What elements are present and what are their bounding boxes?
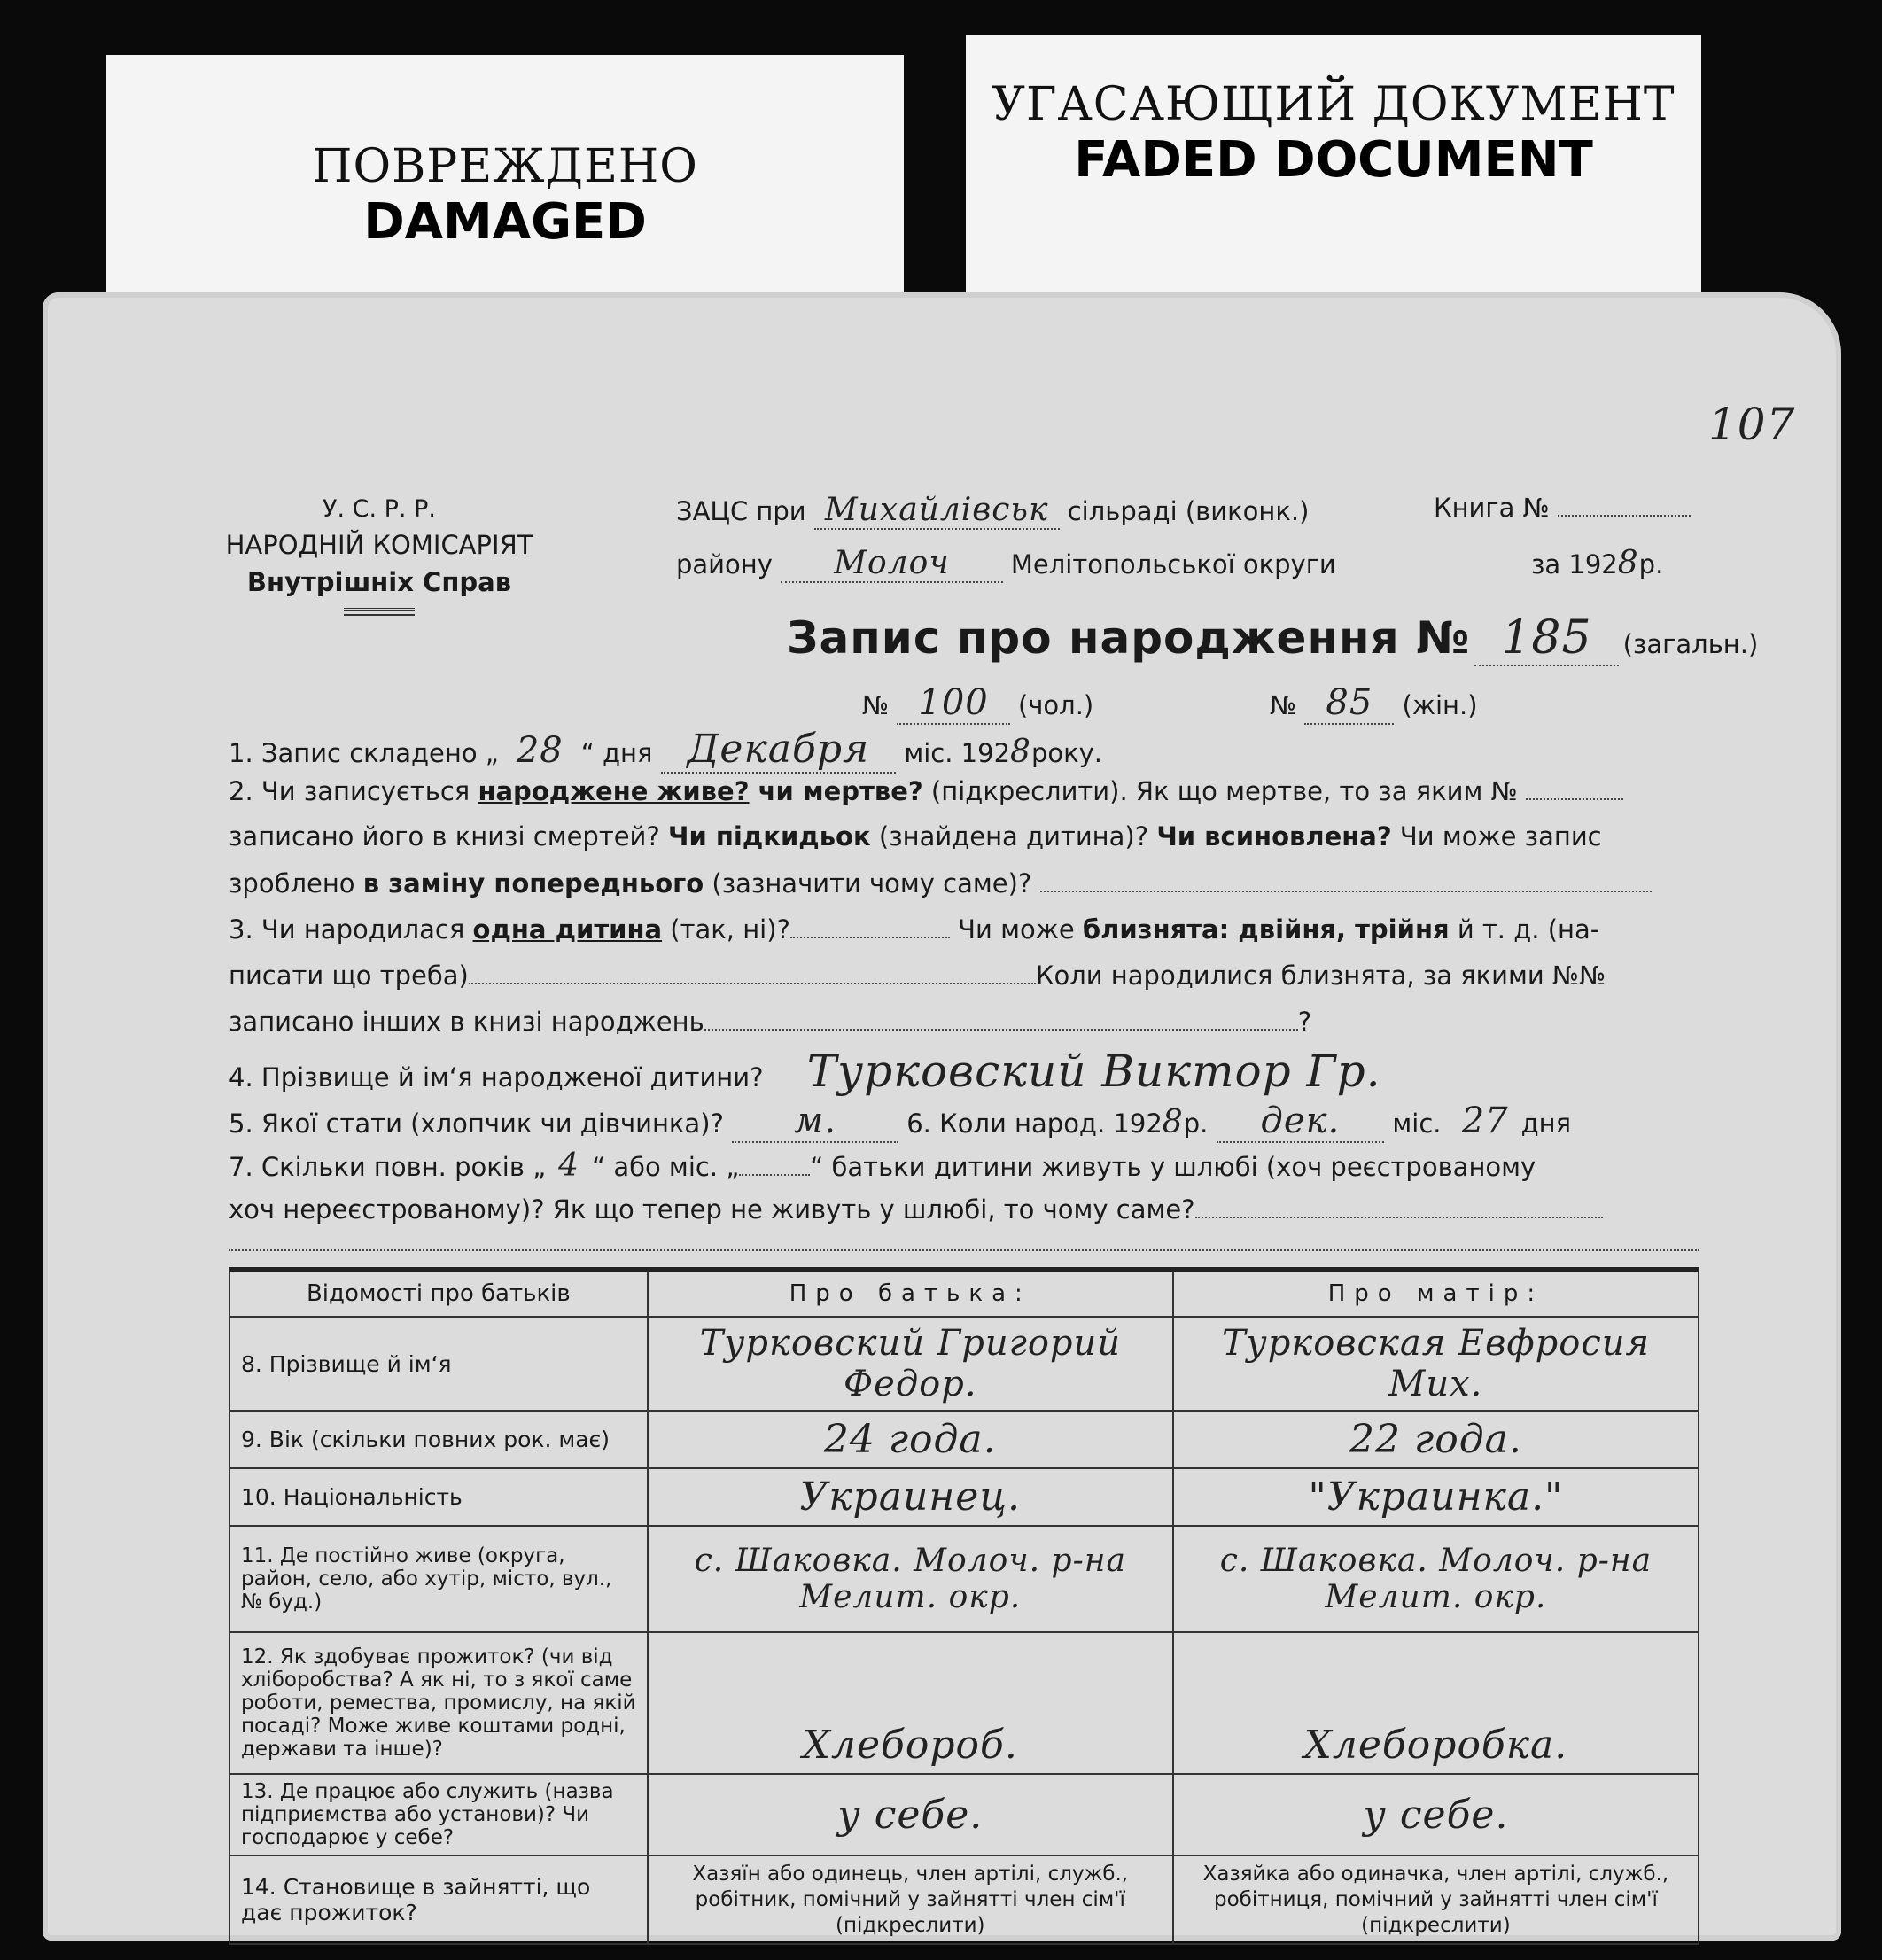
q7-years: 4 bbox=[558, 1147, 580, 1184]
father-workplace: у себе. bbox=[648, 1774, 1173, 1855]
q3-text-l3b: ? bbox=[1297, 1007, 1312, 1037]
question-4 bbox=[229, 1046, 1691, 1097]
question-7-line-2 bbox=[229, 1194, 1691, 1225]
q2-replacement: в заміну попереднього bbox=[362, 868, 704, 898]
damaged-label bbox=[106, 55, 904, 321]
zags-line bbox=[676, 492, 1309, 528]
q6-label: 6. Коли народ. 192 bbox=[906, 1108, 1163, 1139]
table-row bbox=[229, 1774, 1699, 1855]
book-number-blank bbox=[1558, 492, 1691, 517]
q2-text-l2c: (знайдена дитина)? bbox=[870, 821, 1157, 852]
year-prefix: за 192 bbox=[1531, 549, 1618, 579]
father-livelihood: Хлебороб. bbox=[648, 1632, 1173, 1774]
female-number: 85 bbox=[1304, 682, 1394, 725]
q1-suffix: року. bbox=[1030, 738, 1102, 768]
mother-workplace: у себе. bbox=[1173, 1774, 1699, 1855]
row-10-label: 10. Національність bbox=[229, 1468, 648, 1526]
q7-text-b: “ або міс. „ bbox=[592, 1152, 740, 1182]
male-no-sign: № bbox=[862, 690, 890, 720]
parents-table bbox=[229, 1267, 1699, 1945]
q2-text-l3c: (зазначити чому саме)? bbox=[704, 868, 1032, 898]
father-nationality: Украинец. bbox=[648, 1468, 1173, 1526]
row-12-label: 12. Як здобуває прожиток? (чи від хліборобства? А як ні, то з якої саме роботи, ремества, промислу, на якій посаді? Може живе коштами родні, держави та інше)? bbox=[229, 1632, 648, 1774]
question-3-line-1 bbox=[229, 914, 1691, 945]
header-divider bbox=[344, 608, 415, 616]
q1-year: 8 bbox=[1010, 734, 1031, 770]
q1-day: 28 bbox=[516, 730, 564, 771]
table-row bbox=[229, 1468, 1699, 1526]
sheet-number: 107 bbox=[1708, 399, 1796, 450]
q2-text-l3a: зроблено bbox=[229, 868, 363, 898]
q6-r: р. bbox=[1183, 1108, 1209, 1139]
table-row bbox=[229, 1632, 1699, 1774]
header-internal-affairs: Внутрішніх Справ bbox=[246, 567, 512, 598]
q2-text-a: 2. Чи записується bbox=[229, 776, 478, 806]
row-11-label: 11. Де постійно живе (округа, район, село, або хутір, місто, вул., № буд.) bbox=[229, 1526, 648, 1632]
q4-child-name: Турковский Виктор Гр. bbox=[806, 1046, 1381, 1097]
table-row bbox=[229, 1855, 1699, 1944]
female-no-sign: № bbox=[1270, 690, 1297, 720]
birth-record-sheet bbox=[43, 292, 1841, 1941]
q3-text-l2a: писати що треба) bbox=[229, 961, 469, 991]
q2-reason-blank bbox=[1040, 867, 1652, 892]
record-title bbox=[787, 611, 1758, 665]
q7-text-l2: хоч нереєстрованому)? Як що тепер не живуть у шлюбі, то чому саме? bbox=[229, 1194, 1195, 1225]
faded-label-en: FADED DOCUMENT bbox=[1074, 131, 1593, 189]
q6-dnya: дня bbox=[1520, 1108, 1572, 1139]
question-3-line-3 bbox=[229, 1006, 1691, 1037]
year-value: 8 bbox=[1617, 545, 1639, 581]
header-left bbox=[193, 492, 565, 616]
faded-label bbox=[966, 35, 1701, 337]
table-header-father: Про батька: bbox=[648, 1270, 1173, 1318]
mother-employment-status: Хазяйка або одиначка, член артілі, служб., робітниця, помічний у зайнятті член сім'ї (підкреслити) bbox=[1173, 1855, 1699, 1944]
faded-label-ru: УГАСАЮЩИЙ ДОКУМЕНТ bbox=[992, 78, 1676, 131]
mother-residence: с. Шаковка. Молоч. р-на Мелит. окр. bbox=[1173, 1526, 1699, 1632]
male-number-line bbox=[862, 682, 1093, 723]
q3-text-a: 3. Чи народилася bbox=[229, 914, 473, 945]
father-employment-status: Хазяїн або одинець, член артілі, служб., робітник, помічний у зайнятті член сім'ї (підкреслити) bbox=[648, 1855, 1173, 1944]
q7-reason-blank bbox=[1195, 1194, 1603, 1218]
table-header-row bbox=[229, 1270, 1699, 1318]
father-residence: с. Шаковка. Молоч. р-на Мелит. окр. bbox=[648, 1526, 1173, 1632]
question-3-line-2 bbox=[229, 960, 1691, 991]
damaged-label-en: DAMAGED bbox=[363, 193, 647, 251]
q1-mid: “ дня bbox=[580, 738, 653, 768]
question-2-line-1 bbox=[229, 775, 1691, 806]
father-name: Турковский Григорий Федор. bbox=[648, 1317, 1173, 1411]
mother-livelihood: Хлеборобка. bbox=[1173, 1632, 1699, 1774]
table-header-mother: Про матір: bbox=[1173, 1270, 1699, 1318]
q2-text-l2e: Чи може запис bbox=[1391, 821, 1602, 852]
q2-adopted: Чи всиновлена? bbox=[1156, 821, 1392, 852]
q3-text-l2b: Коли народилися близнята, за якими №№ bbox=[1035, 961, 1606, 991]
row-14-label: 14. Становище в зайнятті, що дає прожиток? bbox=[229, 1855, 648, 1944]
q3-text-l3a: записано інших в книзі народжень bbox=[229, 1007, 704, 1037]
father-age: 24 года. bbox=[648, 1411, 1173, 1468]
table-row bbox=[229, 1317, 1699, 1411]
q7-text-c: “ батьки дитини живуть у шлюбі (хоч реєстрованому bbox=[810, 1152, 1536, 1182]
table-header-info: Відомості про батьків bbox=[229, 1270, 648, 1318]
book-label: Книга № bbox=[1434, 493, 1550, 523]
damaged-label-ru: ПОВРЕЖДЕНО bbox=[312, 140, 698, 193]
q1-month: Декабря bbox=[661, 727, 896, 774]
q6-mis: міс. bbox=[1392, 1108, 1442, 1139]
female-label: (жін.) bbox=[1402, 690, 1478, 720]
mother-name: Турковская Евфросия Мих. bbox=[1173, 1317, 1699, 1411]
q7-months-blank bbox=[739, 1151, 810, 1176]
q5-sex: м. bbox=[732, 1101, 898, 1143]
q3-text-f: й т. д. (на- bbox=[1449, 914, 1600, 945]
okrug-label: Мелітопольської округи bbox=[1010, 549, 1336, 579]
q3-single-blank bbox=[790, 914, 950, 938]
header-ussr: У. С. Р. Р. bbox=[323, 495, 436, 523]
q5-label: 5. Якої стати (хлопчик чи дівчинка)? bbox=[229, 1108, 724, 1139]
question-2-line-2 bbox=[229, 821, 1691, 852]
q3-text-d: Чи може bbox=[949, 914, 1083, 945]
question-7-line-1 bbox=[229, 1147, 1691, 1184]
q2-dead-option: чи мертве? bbox=[749, 776, 923, 806]
q2-text-l2a: записано його в книзі смертей? bbox=[229, 821, 669, 852]
q2-alive-option: народжене живе? bbox=[478, 776, 750, 806]
q6-month: дек. bbox=[1217, 1101, 1385, 1143]
female-number-line bbox=[1270, 682, 1478, 723]
year-line bbox=[1531, 545, 1663, 581]
book-line bbox=[1434, 492, 1691, 523]
zags-suffix: сільраді (виконк.) bbox=[1067, 496, 1310, 526]
zags-prefix: ЗАЦС при bbox=[676, 496, 806, 526]
q3-single-child: одна дитина bbox=[472, 914, 663, 945]
zags-value: Михайлівськ bbox=[814, 492, 1060, 530]
table-row bbox=[229, 1411, 1699, 1468]
q3-other-blank bbox=[704, 1006, 1298, 1031]
header-commissariat: НАРОДНІЙ КОМІСАРІЯТ bbox=[225, 530, 533, 561]
q7-text-a: 7. Скільки повн. років „ bbox=[229, 1152, 547, 1182]
question-1 bbox=[229, 727, 1691, 772]
q2-text-d: (підкреслити). Як що мертве, то за яким № bbox=[922, 776, 1518, 806]
total-number: 185 bbox=[1474, 611, 1618, 666]
rayon-prefix: району bbox=[676, 549, 773, 579]
male-label: (чол.) bbox=[1017, 690, 1094, 720]
male-number: 100 bbox=[897, 682, 1009, 725]
row-8-label: 8. Прізвище й ім‘я bbox=[229, 1317, 648, 1411]
mother-age: 22 года. bbox=[1173, 1411, 1699, 1468]
rayon-line bbox=[676, 545, 1336, 581]
mother-nationality: "Украинка." bbox=[1173, 1468, 1699, 1526]
q1-prefix: 1. Запис складено „ bbox=[229, 738, 499, 768]
q2-death-no-blank bbox=[1526, 775, 1623, 800]
q6-year: 8 bbox=[1162, 1104, 1184, 1140]
title-text: Запис про народження № bbox=[787, 612, 1471, 664]
q6-day: 27 bbox=[1461, 1101, 1509, 1141]
q4-label: 4. Прізвище й ім‘я народженої дитини? bbox=[229, 1062, 764, 1093]
question-2-line-3 bbox=[229, 867, 1691, 898]
rayon-value: Молоч bbox=[781, 545, 1003, 583]
total-label: (загальн.) bbox=[1622, 629, 1759, 659]
question-5-6 bbox=[229, 1101, 1691, 1141]
table-row bbox=[229, 1526, 1699, 1632]
q1-mis: міс. 192 bbox=[904, 738, 1011, 768]
row-13-label: 13. Де працює або служить (назва підприємства або установи)? Чи господарює у себе? bbox=[229, 1774, 648, 1855]
q3-twins-blank bbox=[469, 960, 1036, 984]
q3-twins: близнята: двійня, трійня bbox=[1082, 914, 1450, 945]
year-suffix: р. bbox=[1638, 549, 1664, 579]
q2-foundling: Чи підкидьок bbox=[668, 821, 871, 852]
q3-text-c: (так, ні)? bbox=[662, 914, 790, 945]
q7-extra-blank bbox=[229, 1249, 1699, 1251]
row-9-label: 9. Вік (скільки повних рок. має) bbox=[229, 1411, 648, 1468]
